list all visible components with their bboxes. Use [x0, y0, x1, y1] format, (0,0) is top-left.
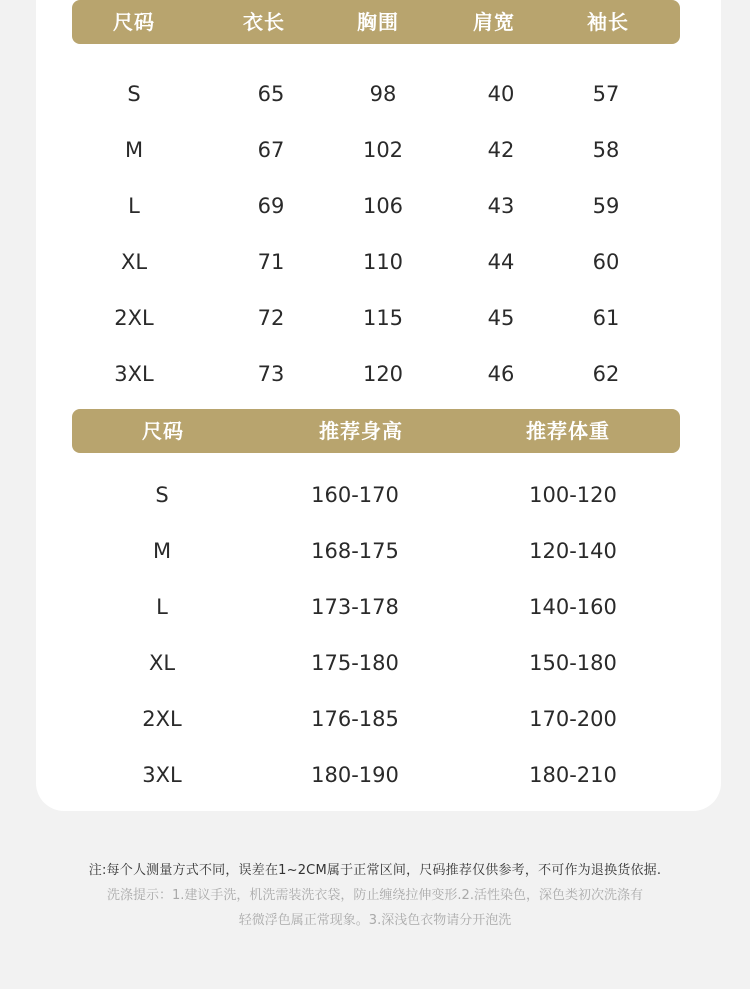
cell-sleeve: 59 [592, 194, 620, 218]
cell-height: 173-178 [311, 595, 399, 619]
table-row [72, 579, 680, 635]
cell-length: 69 [257, 194, 285, 218]
size-table-header [72, 0, 680, 44]
notes-section [0, 858, 750, 933]
cell-height: 168-175 [311, 539, 399, 563]
table-row [72, 523, 680, 579]
table-row [72, 122, 680, 178]
table-row [72, 66, 680, 122]
cell-chest: 106 [362, 194, 404, 218]
cell-size: L [156, 595, 168, 619]
cell-size: XL [120, 250, 148, 274]
cell-length: 71 [257, 250, 285, 274]
cell-length: 67 [257, 138, 285, 162]
cell-height: 180-190 [311, 763, 399, 787]
table-row [72, 467, 680, 523]
cell-size: XL [148, 651, 176, 675]
washing-tip-line1: 洗涤提示：1.建议手洗，机洗需装洗衣袋，防止缠绕拉伸变形.2.活性染色，深色类初次洗涤有 [107, 888, 643, 903]
cell-shoulder: 42 [487, 138, 515, 162]
table-row [72, 234, 680, 290]
table-row [72, 747, 680, 803]
cell-weight: 170-200 [529, 707, 617, 731]
cell-size: 3XL [114, 362, 154, 386]
table-row [72, 290, 680, 346]
table-row [72, 346, 680, 402]
header-weight: 推荐体重 [526, 419, 610, 443]
cell-chest: 120 [362, 362, 404, 386]
cell-length: 73 [257, 362, 285, 386]
cell-shoulder: 43 [487, 194, 515, 218]
header-shoulder: 肩宽 [473, 10, 515, 34]
header-length: 衣长 [243, 10, 285, 34]
header-size: 尺码 [113, 10, 155, 34]
header-chest: 胸围 [357, 10, 399, 34]
header-sleeve: 袖长 [587, 10, 629, 34]
cell-size: S [155, 483, 169, 507]
cell-sleeve: 62 [592, 362, 620, 386]
cell-weight: 140-160 [529, 595, 617, 619]
cell-size: L [128, 194, 140, 218]
measurement-note: 注:每个人测量方式不同，误差在1~2CM属于正常区间，尺码推荐仅供参考，不可作为退换货依据. [88, 863, 662, 878]
size-table-body [72, 66, 680, 402]
cell-shoulder: 44 [487, 250, 515, 274]
cell-sleeve: 58 [592, 138, 620, 162]
cell-size: M [124, 138, 144, 162]
header-size: 尺码 [142, 419, 184, 443]
cell-weight: 100-120 [529, 483, 617, 507]
cell-height: 176-185 [311, 707, 399, 731]
washing-tip-line2: 轻微浮色属正常现象。3.深浅色衣物请分开泡洗 [238, 913, 512, 928]
cell-shoulder: 45 [487, 306, 515, 330]
cell-sleeve: 60 [592, 250, 620, 274]
table-row [72, 178, 680, 234]
cell-size: M [152, 539, 172, 563]
cell-weight: 150-180 [529, 651, 617, 675]
cell-chest: 102 [362, 138, 404, 162]
cell-length: 65 [257, 82, 285, 106]
cell-size: 2XL [114, 306, 154, 330]
cell-weight: 180-210 [529, 763, 617, 787]
table-row [72, 691, 680, 747]
cell-height: 160-170 [311, 483, 399, 507]
table-row [72, 635, 680, 691]
cell-size: S [127, 82, 141, 106]
cell-height: 175-180 [311, 651, 399, 675]
recommend-table-body [72, 467, 680, 803]
cell-sleeve: 61 [592, 306, 620, 330]
cell-weight: 120-140 [529, 539, 617, 563]
cell-shoulder: 40 [487, 82, 515, 106]
cell-chest: 98 [369, 82, 397, 106]
header-height: 推荐身高 [319, 419, 403, 443]
recommend-table-header [72, 409, 680, 453]
cell-length: 72 [257, 306, 285, 330]
cell-size: 3XL [142, 763, 182, 787]
cell-shoulder: 46 [487, 362, 515, 386]
cell-sleeve: 57 [592, 82, 620, 106]
cell-size: 2XL [142, 707, 182, 731]
cell-chest: 110 [362, 250, 404, 274]
cell-chest: 115 [362, 306, 404, 330]
